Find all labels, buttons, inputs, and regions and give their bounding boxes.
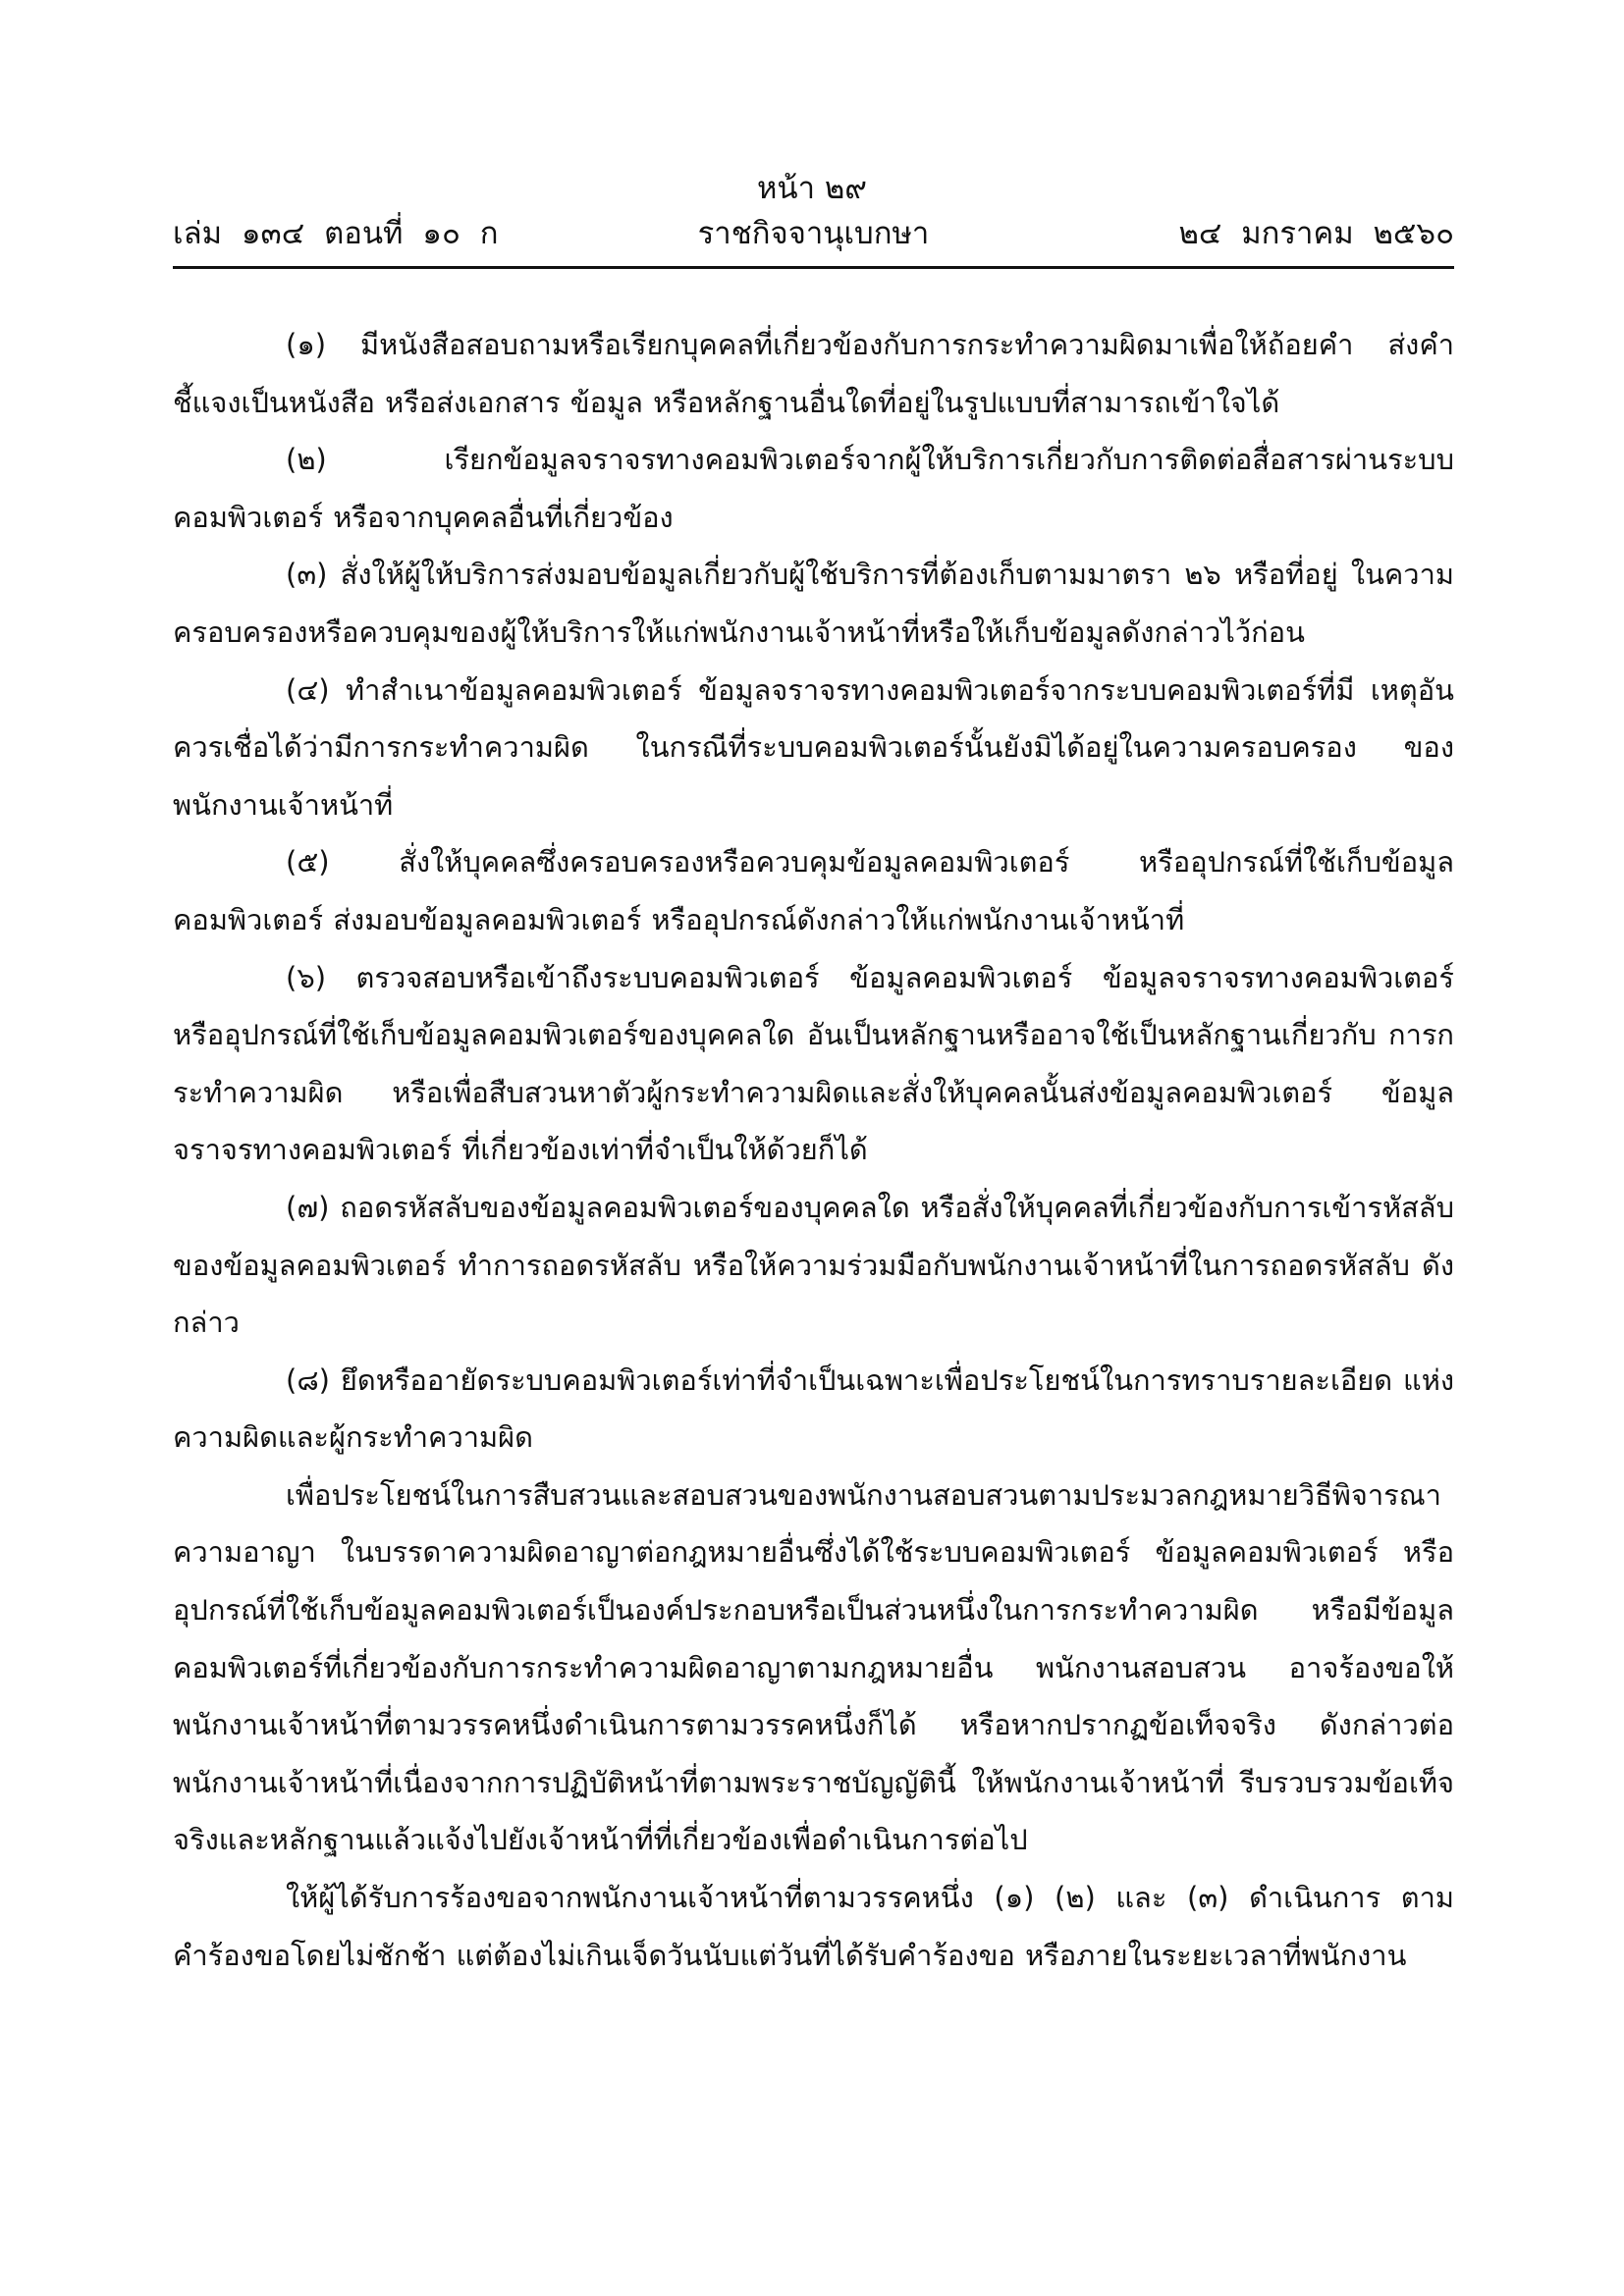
paragraph-investigation: เพื่อประโยชน์ในการสืบสวนและสอบสวนของพนักงานสอบสวนตามประมวลกฎหมายวิธีพิจารณา ความอาญา ในบรรดาความผิดอาญาต่อกฎหมายอื่นซึ่งได้ใช้ระบบคอมพิวเตอร์ ข้อมูลคอมพิวเตอร์ หรืออุปกรณ์ที่ใช้เก็บข้อมูลคอมพิวเตอร์เป็นองค์ประกอบหรือเป็นส่วนหนึ่งในการกระทำความผิด หรือมีข้อมูลคอมพิวเตอร์ที่เกี่ยวข้องกับการกระทำความผิดอาญาตามกฎหมายอื่น พนักงานสอบสวน อาจร้องขอให้พนักงานเจ้าหน้าที่ตามวรรคหนึ่งดำเนินการตามวรรคหนึ่งก็ได้ หรือหากปรากฏข้อเท็จจริง ดังกล่าวต่อพนักงานเจ้าหน้าที่เนื่องจากการปฏิบัติหน้าที่ตามพระราชบัญญัตินี้ ให้พนักงานเจ้าหน้าที่ รีบรวบรวมข้อเท็จจริงและหลักฐานแล้วแจ้งไปยังเจ้าหน้าที่ที่เกี่ยวข้องเพื่อดำเนินการต่อไป xyxy=(173,1477,1454,1857)
publication-date: ๒๔ มกราคม ๒๕๖๐ xyxy=(1178,216,1454,251)
publication-title: ราชกิจจานุเบกษา xyxy=(697,216,930,251)
paragraph-item-8: (๘) ยึดหรืออายัดระบบคอมพิวเตอร์เท่าที่จำเป็นเฉพาะเพื่อประโยชน์ในการทราบรายละเอียด แห่งความผิดและผู้กระทำความผิด xyxy=(173,1362,1454,1455)
paragraph-item-2: (๒) เรียกข้อมูลจราจรทางคอมพิวเตอร์จากผู้ให้บริการเกี่ยวกับการติดต่อสื่อสารผ่านระบบคอมพิวเตอร์ หรือจากบุคคลอื่นที่เกี่ยวข้อง xyxy=(173,443,1454,534)
gazette-header xyxy=(173,214,1454,253)
paragraph-item-3: (๓) สั่งให้ผู้ให้บริการส่งมอบข้อมูลเกี่ยวกับผู้ใช้บริการที่ต้องเก็บตามมาตรา ๒๖ หรือที่อยู่ ในความครอบครองหรือควบคุมของผู้ให้บริการให้แก่พนักงานเจ้าหน้าที่หรือให้เก็บข้อมูลดังกล่าวไว้ก่อน xyxy=(173,558,1454,649)
paragraph-item-7: (๗) ถอดรหัสลับของข้อมูลคอมพิวเตอร์ของบุคคลใด หรือสั่งให้บุคคลที่เกี่ยวข้องกับการเข้ารหัสลับ ของข้อมูลคอมพิวเตอร์ ทำการถอดรหัสลับ หรือให้ความร่วมมือกับพนักงานเจ้าหน้าที่ในการถอดรหัสลับ ดังกล่าว xyxy=(173,1190,1454,1340)
paragraph-item-6: (๖) ตรวจสอบหรือเข้าถึงระบบคอมพิวเตอร์ ข้อมูลคอมพิวเตอร์ ข้อมูลจราจรทางคอมพิวเตอร์ หรืออุปกรณ์ที่ใช้เก็บข้อมูลคอมพิวเตอร์ของบุคคลใด อันเป็นหลักฐานหรืออาจใช้เป็นหลักฐานเกี่ยวกับ การกระทำความผิด หรือเพื่อสืบสวนหาตัวผู้กระทำความผิดและสั่งให้บุคคลนั้นส่งข้อมูลคอมพิวเตอร์ ข้อมูลจราจรทางคอมพิวเตอร์ ที่เกี่ยวข้องเท่าที่จำเป็นให้ด้วยก็ได้ xyxy=(173,960,1454,1167)
volume-issue: เล่ม ๑๓๔ ตอนที่ ๑๐ ก xyxy=(173,216,499,251)
paragraph-item-4: (๔) ทำสำเนาข้อมูลคอมพิวเตอร์ ข้อมูลจราจรทางคอมพิวเตอร์จากระบบคอมพิวเตอร์ที่มี เหตุอันควรเชื่อได้ว่ามีการกระทำความผิด ในกรณีที่ระบบคอมพิวเตอร์นั้นยังมิได้อยู่ในความครอบครอง ของพนักงานเจ้าหน้าที่ xyxy=(173,672,1454,822)
document-body xyxy=(173,316,1454,1984)
page-number: หน้า ๒๙ xyxy=(756,171,868,206)
paragraph-item-5: (๕) สั่งให้บุคคลซึ่งครอบครองหรือควบคุมข้อมูลคอมพิวเตอร์ หรืออุปกรณ์ที่ใช้เก็บข้อมูลคอมพิวเตอร์ ส่งมอบข้อมูลคอมพิวเตอร์ หรืออุปกรณ์ดังกล่าวให้แก่พนักงานเจ้าหน้าที่ xyxy=(173,845,1454,936)
header-divider xyxy=(173,266,1454,269)
paragraph-request-compliance: ให้ผู้ได้รับการร้องขอจากพนักงานเจ้าหน้าที่ตามวรรคหนึ่ง (๑) (๒) และ (๓) ดำเนินการ ตามคำร้องขอโดยไม่ชักช้า แต่ต้องไม่เกินเจ็ดวันนับแต่วันที่ได้รับคำร้องขอ หรือภายในระยะเวลาที่พนักงาน xyxy=(173,1881,1454,1972)
paragraph-item-1: (๑) มีหนังสือสอบถามหรือเรียกบุคคลที่เกี่ยวข้องกับการกระทำความผิดมาเพื่อให้ถ้อยคำ ส่งคำชี้แจงเป็นหนังสือ หรือส่งเอกสาร ข้อมูล หรือหลักฐานอื่นใดที่อยู่ในรูปแบบที่สามารถเข้าใจได้ xyxy=(173,328,1454,419)
